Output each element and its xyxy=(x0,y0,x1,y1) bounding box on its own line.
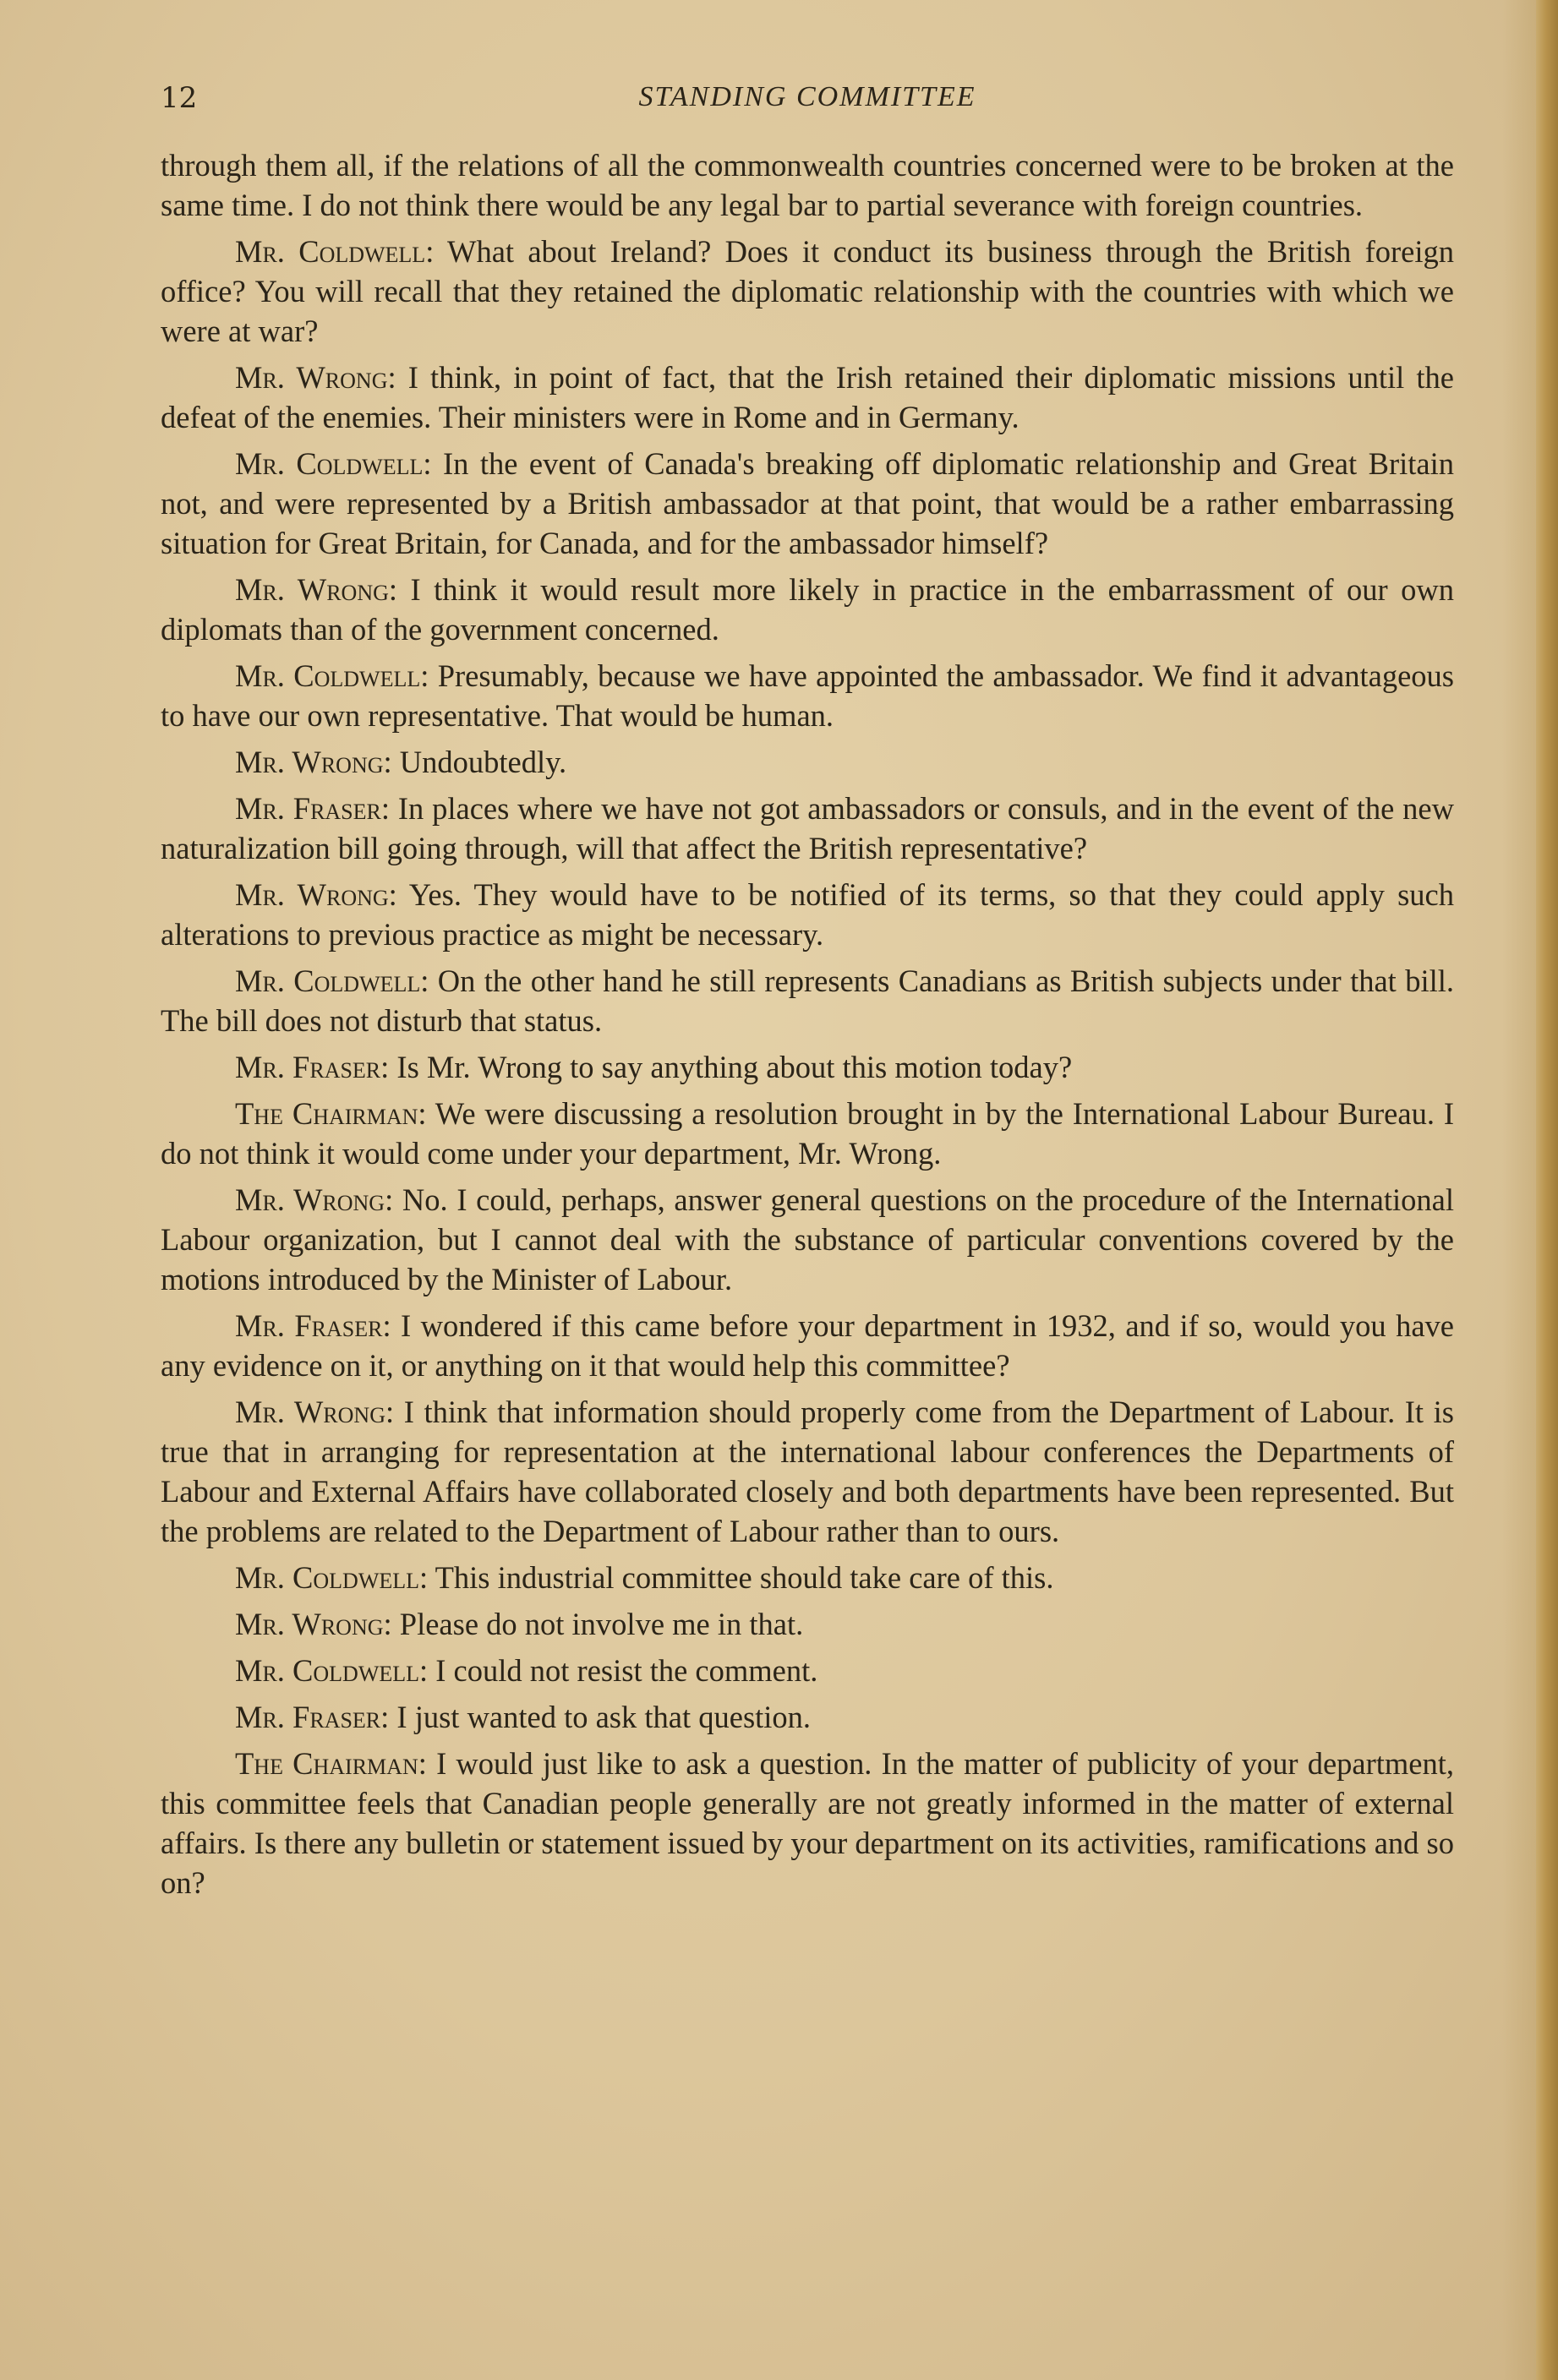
paragraph xyxy=(161,232,1454,351)
speaker-name: Mr. Wrong: xyxy=(235,360,396,395)
paragraph-text: This industrial committee should take care of this. xyxy=(428,1560,1054,1595)
paragraph xyxy=(161,145,1454,225)
paragraph-text: Is Mr. Wrong to say anything about this motion today? xyxy=(389,1050,1073,1084)
paragraph xyxy=(161,1558,1454,1597)
paragraph-text: Yes. They would have to be notified of its terms, so that they could apply such alterations to previous practice as might be necessary. xyxy=(161,877,1454,952)
paragraph xyxy=(161,1392,1454,1551)
speaker-name: Mr. Coldwell: xyxy=(235,963,429,998)
speaker-name: Mr. Fraser: xyxy=(235,1050,390,1084)
paragraph xyxy=(161,789,1454,868)
speaker-name: Mr. Fraser: xyxy=(235,1308,391,1343)
paragraph-text: I think it would result more likely in practice in the embarrassment of our own diplomats than of the government concerned. xyxy=(161,572,1454,647)
paragraph-text: In places where we have not got ambassadors or consuls, and in the event of the new naturalization bill going through, will that affect the British representative? xyxy=(161,791,1454,865)
speaker-name: Mr. Wrong: xyxy=(235,572,398,607)
page-edge xyxy=(1536,0,1558,2380)
page-number: 12 xyxy=(161,81,198,115)
paragraph xyxy=(161,1180,1454,1299)
paragraph-text: I would just like to ask a question. In the matter of publicity of your department, this committee feels that Canadian people generally are not greatly informed in the matter of external affairs. Is there any bulletin or statement issued by your department on its activities, ramifications and so on? xyxy=(161,1746,1455,1900)
paragraph-text: I just wanted to ask that question. xyxy=(389,1700,812,1734)
paragraph xyxy=(161,1047,1454,1087)
paragraph xyxy=(161,961,1454,1040)
page-header xyxy=(161,81,1454,123)
paragraph-text: Undoubtedly. xyxy=(391,745,567,779)
paragraph xyxy=(161,1604,1454,1644)
speaker-name: Mr. Coldwell: xyxy=(235,446,432,481)
speaker-name: Mr. Wrong: xyxy=(235,745,392,779)
speaker-name: Mr. Coldwell: xyxy=(235,1560,429,1595)
speaker-name: Mr. Fraser: xyxy=(235,791,391,826)
speaker-name: Mr. Coldwell: xyxy=(235,658,429,693)
page-edge-shadow xyxy=(1502,0,1536,2380)
paragraph-text: I think that information should properly come from the Department of Labour. It is true that in arranging for representation at the international labour conferences the Departments of Labour and External Affairs have collaborated closely and both departments have been represented. But the problems are related to the Department of Labour rather than to ours. xyxy=(161,1395,1455,1548)
paragraph xyxy=(161,1744,1454,1902)
paragraph xyxy=(161,875,1454,954)
paragraph xyxy=(161,1651,1454,1690)
paragraph-text: through them all, if the relations of all the commonwealth countries concerned were to be broken at the same time. I do not think there would be any legal bar to partial severance with foreign countries. xyxy=(161,148,1454,222)
paragraph xyxy=(161,444,1454,563)
paragraph xyxy=(161,742,1454,782)
transcript-body xyxy=(161,145,1454,1909)
paragraph-text: In the event of Canada's breaking off diplomatic relationship and Great Britain not, and were represented by a British ambassador at that point, that would be a rather embarrassing situation for Great Britain, for Canada, and for the ambassador himself? xyxy=(161,446,1454,560)
speaker-name: Mr. Wrong: xyxy=(235,1607,392,1641)
speaker-name: Mr. Wrong: xyxy=(235,1395,395,1429)
paragraph-text: Presumably, because we have appointed the ambassador. We find it advantageous to have our own representative. That would be human. xyxy=(161,658,1454,733)
paragraph xyxy=(161,1094,1454,1173)
speaker-name: Mr. Wrong: xyxy=(235,877,397,912)
speaker-name: Mr. Coldwell: xyxy=(235,1653,429,1688)
paragraph xyxy=(161,358,1454,437)
paragraph-text: I think, in point of fact, that the Irish retained their diplomatic missions until the defeat of the enemies. Their ministers were in Rome and in Germany. xyxy=(161,360,1454,434)
paragraph xyxy=(161,570,1454,649)
paragraph-text: I wondered if this came before your department in 1932, and if so, would you have any evidence on it, or anything on it that would help this committee? xyxy=(161,1308,1454,1383)
paragraph xyxy=(161,1697,1454,1737)
paragraph-text: No. I could, perhaps, answer general questions on the procedure of the International Labour organization, but I cannot deal with the substance of particular conventions covered by the motions introduced by the Minister of Labour. xyxy=(161,1182,1454,1296)
speaker-name: Mr. Coldwell: xyxy=(235,234,435,269)
paragraph-text: I could not resist the comment. xyxy=(428,1653,818,1688)
speaker-name: Mr. Fraser: xyxy=(235,1700,390,1734)
paragraph xyxy=(161,656,1454,735)
running-title: STANDING COMMITTEE xyxy=(638,81,976,112)
paragraph-text: Please do not involve me in that. xyxy=(391,1607,804,1641)
paragraph-text: What about Ireland? Does it conduct its business through the British foreign office? You will recall that they retained the diplomatic relationship with the countries with which we were at war? xyxy=(161,234,1455,348)
speaker-name: Mr. Wrong: xyxy=(235,1182,394,1217)
paragraph xyxy=(161,1306,1454,1385)
paragraph-text: On the other hand he still represents Canadians as British subjects under that bill. The bill does not disturb that status. xyxy=(161,963,1454,1038)
speaker-name: The Chairman: xyxy=(235,1096,427,1131)
speaker-name: The Chairman: xyxy=(235,1746,427,1781)
paragraph-text: We were discussing a resolution brought in by the International Labour Bureau. I do not think it would come under your department, Mr. Wrong. xyxy=(161,1096,1454,1171)
